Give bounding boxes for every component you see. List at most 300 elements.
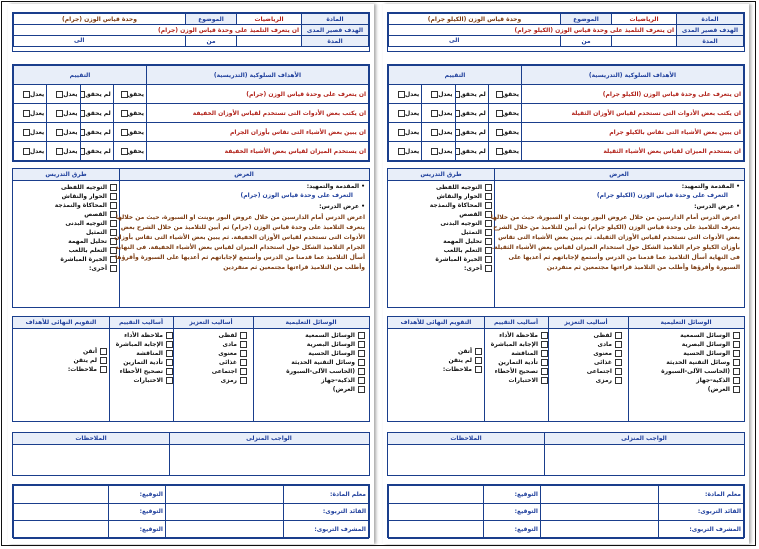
objective-text: ان يستخدم الميزان لقياس بعض الأشياء الخفيفة xyxy=(147,142,369,161)
evaluation-item-label: الإجابة المباشرة xyxy=(115,341,163,348)
final-item[interactable] xyxy=(19,365,107,374)
topic-label: الموضوع xyxy=(186,14,237,25)
method-item[interactable] xyxy=(17,192,117,201)
checkbox[interactable] xyxy=(733,386,740,393)
assessment-option[interactable] xyxy=(14,104,47,123)
checkbox[interactable] xyxy=(240,377,247,384)
method-item-label: الحوار والنقاش xyxy=(61,193,107,200)
signature-name-field[interactable] xyxy=(166,521,284,539)
subject-value: الرياضيات xyxy=(237,14,302,25)
presentation-title: العرض xyxy=(609,171,629,178)
lesson-body-line: السبورة وأقرؤها وأطلب من التلاميذ قراءتها مجتمعين ثم منفردين xyxy=(546,264,740,271)
checkbox[interactable] xyxy=(541,377,548,384)
assessment-option-label: يعدل xyxy=(404,147,420,155)
checkbox[interactable] xyxy=(398,129,405,136)
assessment-option[interactable] xyxy=(455,142,488,161)
lesson-body-line: الجرام التلاميذ الشكل حول استخدام الميزان لقياس بعض الأشياء الخفيفة. فى النهاية xyxy=(115,244,365,251)
checkbox[interactable] xyxy=(166,368,173,375)
checkbox[interactable] xyxy=(398,91,405,98)
assessment-option[interactable] xyxy=(47,123,80,142)
checkbox[interactable] xyxy=(485,247,492,254)
lesson-body-lines xyxy=(490,213,740,273)
subject-value: الرياضيات xyxy=(612,14,677,25)
checkbox[interactable] xyxy=(541,332,548,339)
signature-role: المشرف التربوى: xyxy=(659,521,744,539)
method-item[interactable] xyxy=(392,228,492,237)
assessment-option-label: لم يحقق xyxy=(460,128,486,136)
aid-item-label: الوسائل الحسية xyxy=(683,350,730,357)
signature-sign-field[interactable] xyxy=(389,486,484,504)
assessment-option[interactable] xyxy=(14,142,47,161)
method-item[interactable] xyxy=(392,264,492,273)
final-item-label: ملاحظات: xyxy=(442,366,472,373)
aid-item[interactable] xyxy=(253,358,365,367)
reinforcement-item[interactable] xyxy=(171,367,247,376)
assessment-option[interactable] xyxy=(488,142,521,161)
checkbox[interactable] xyxy=(733,332,740,339)
methods-list xyxy=(390,183,494,273)
checkbox[interactable] xyxy=(358,386,365,393)
checkbox[interactable] xyxy=(615,350,622,357)
checkbox[interactable] xyxy=(358,350,365,357)
assessment-option-label: لم يحقق xyxy=(85,147,111,155)
signature-sign-label: التوقيع: xyxy=(484,486,541,504)
methods-presentation-section xyxy=(12,168,370,308)
assessment-option[interactable] xyxy=(389,85,422,104)
goal-value: ان يتعرف التلميذ على وحدة قياس الوزن (جرام) xyxy=(14,25,302,36)
checkbox[interactable] xyxy=(23,129,30,136)
evaluation-list xyxy=(488,331,550,385)
evaluation-item-label: الاختبارات xyxy=(133,377,163,384)
notes-title: الملاحظات xyxy=(450,435,482,442)
reinforcement-list xyxy=(169,331,249,385)
objective-text: ان يكتب بعض الأدوات التى تستخدم لقياس الأوزان الثقيلة xyxy=(522,104,744,123)
final-item[interactable] xyxy=(394,365,482,374)
method-item-label: التمثيل xyxy=(460,229,482,236)
method-item[interactable] xyxy=(392,201,492,210)
checkbox[interactable] xyxy=(110,202,117,209)
method-item[interactable] xyxy=(392,237,492,246)
assessment-option[interactable] xyxy=(488,104,521,123)
checkbox[interactable] xyxy=(240,332,247,339)
assessment-option-label: لم يحقق xyxy=(85,128,111,136)
checkbox[interactable] xyxy=(121,129,128,136)
method-item[interactable] xyxy=(392,183,492,192)
assessment-option[interactable] xyxy=(14,123,47,142)
checkbox[interactable] xyxy=(615,341,622,348)
method-item[interactable] xyxy=(392,210,492,219)
goal-label: الهدف قصير المدى xyxy=(302,25,369,36)
duration-label: المدة xyxy=(302,36,369,47)
method-item[interactable] xyxy=(392,246,492,255)
signature-name-field[interactable] xyxy=(166,503,284,521)
aid-item[interactable] xyxy=(253,349,365,358)
checkbox[interactable] xyxy=(485,193,492,200)
aid-item[interactable] xyxy=(628,385,740,394)
assessment-option[interactable] xyxy=(455,123,488,142)
checkbox[interactable] xyxy=(166,350,173,357)
checkbox[interactable] xyxy=(475,357,482,364)
methods-presentation-section xyxy=(387,168,745,308)
assessment-option-label: يعدل xyxy=(29,109,45,117)
lesson-body-line: وأطلب من التلاميذ قراءتها مجتمعين ثم منفردين xyxy=(223,264,365,271)
signature-row xyxy=(389,521,744,539)
signature-sign-field[interactable] xyxy=(389,503,484,521)
methods-title: طرق التدريس xyxy=(420,171,462,178)
checkbox[interactable] xyxy=(358,377,365,384)
checkbox[interactable] xyxy=(240,359,247,366)
lesson-body-line: الأدوات التى تستخدم لقياس الأوزان الخفيفة. ثم يبين بعض الأشياء التى تقاس بأوزان xyxy=(114,234,365,241)
intro-text: التعرف على وحدة قياس الوزن (جرام) xyxy=(240,192,353,199)
reinforcement-list xyxy=(544,331,624,385)
duration-label: المدة xyxy=(677,36,744,47)
aids-title: الوسائل التعليمية xyxy=(285,319,337,326)
checkbox[interactable] xyxy=(398,110,405,117)
method-item[interactable] xyxy=(17,255,117,264)
aid-item[interactable] xyxy=(253,340,365,349)
lesson-body-line: اعرض الدرس أمام الدارسين من خلال عروض البور بوينت او السبورة، حيث من خلالها xyxy=(490,214,740,221)
checkbox[interactable] xyxy=(615,359,622,366)
final-item-label: أتقن xyxy=(457,348,472,355)
assessment-option[interactable] xyxy=(422,85,455,104)
topic-value: وحدة قياس الوزن (الكيلو جرام) xyxy=(389,14,561,25)
final-item[interactable] xyxy=(19,356,107,365)
intro-label-text: المقدمة والتمهيد: xyxy=(681,183,735,190)
assessment-option[interactable] xyxy=(113,104,146,123)
signature-name-field[interactable] xyxy=(541,503,659,521)
checkbox[interactable] xyxy=(475,366,482,373)
signature-sign-field[interactable] xyxy=(14,521,109,539)
checkbox[interactable] xyxy=(121,91,128,98)
method-item[interactable] xyxy=(392,219,492,228)
aid-item-label: وسائل التقنية الحديثة xyxy=(291,359,355,366)
header-section xyxy=(12,12,370,52)
checkbox[interactable] xyxy=(358,359,365,366)
checkbox[interactable] xyxy=(496,148,503,155)
assessment-option[interactable] xyxy=(80,104,113,123)
aid-item[interactable] xyxy=(253,367,365,376)
final-title: التقويم النهائى للأهداف xyxy=(25,319,97,326)
evaluation-item[interactable] xyxy=(115,376,173,385)
reinforcement-item[interactable] xyxy=(171,331,247,340)
body-label-text: عرض الدرس: xyxy=(319,203,360,210)
reinforcement-item[interactable] xyxy=(546,376,622,385)
method-item-label: القصص xyxy=(459,211,482,218)
from-label: من xyxy=(561,36,612,47)
topic-value: وحدة قياس الوزن (جرام) xyxy=(14,14,186,25)
final-item-label: لم يتقن xyxy=(73,357,97,364)
aid-item[interactable] xyxy=(628,376,740,385)
checkbox[interactable] xyxy=(358,332,365,339)
evaluation-item[interactable] xyxy=(490,331,548,340)
homework-section xyxy=(12,432,370,476)
checkbox[interactable] xyxy=(358,368,365,375)
aid-item-label: وسائل التقنية الحديثة xyxy=(666,359,730,366)
assessment-option-label: يعدل xyxy=(404,109,420,117)
checkbox[interactable] xyxy=(485,184,492,191)
objectives-section xyxy=(12,64,370,162)
objective-row xyxy=(14,123,369,142)
aid-item-label: الوسائل البصرية xyxy=(681,341,730,348)
checkbox[interactable] xyxy=(733,350,740,357)
checkbox[interactable] xyxy=(110,184,117,191)
checkbox[interactable] xyxy=(166,341,173,348)
checkbox[interactable] xyxy=(733,368,740,375)
method-item[interactable] xyxy=(17,264,117,273)
method-item[interactable] xyxy=(392,255,492,264)
aid-item[interactable] xyxy=(253,385,365,394)
checkbox[interactable] xyxy=(733,341,740,348)
assessment-option[interactable] xyxy=(47,85,80,104)
method-item[interactable] xyxy=(17,237,117,246)
reinforcement-item[interactable] xyxy=(546,349,622,358)
assessment-option-label: يحقق xyxy=(502,128,519,136)
evaluation-item[interactable] xyxy=(115,358,173,367)
signature-sign-label: التوقيع: xyxy=(109,503,166,521)
evaluation-item[interactable] xyxy=(490,349,548,358)
checkbox[interactable] xyxy=(541,341,548,348)
assessment-option[interactable] xyxy=(389,142,422,161)
checkbox[interactable] xyxy=(485,238,492,245)
resources-section xyxy=(12,316,370,422)
assessment-option[interactable] xyxy=(422,104,455,123)
evaluation-item[interactable] xyxy=(115,349,173,358)
intro-label: • المقدمة والتمهيد: xyxy=(306,183,365,190)
checkbox[interactable] xyxy=(485,202,492,209)
assessment-option[interactable] xyxy=(422,123,455,142)
reinforcement-item[interactable] xyxy=(171,349,247,358)
method-item-label: المحاكاة والنمذجة xyxy=(429,202,482,209)
checkbox[interactable] xyxy=(100,366,107,373)
evaluation-item-label: المناقشة xyxy=(136,350,163,357)
signature-role: معلم المادة: xyxy=(659,486,744,504)
assessment-option[interactable] xyxy=(80,142,113,161)
final-item[interactable] xyxy=(19,347,107,356)
signature-sign-field[interactable] xyxy=(14,503,109,521)
assessment-option-label: يحقق xyxy=(502,109,519,117)
checkbox[interactable] xyxy=(485,265,492,272)
aid-item-label: الذكية-جهاز xyxy=(696,377,730,384)
method-item[interactable] xyxy=(17,246,117,255)
method-item[interactable] xyxy=(17,210,117,219)
checkbox[interactable] xyxy=(23,110,30,117)
objective-row xyxy=(389,104,744,123)
evaluation-list xyxy=(113,331,175,385)
aid-item-label: الوسائل الحسية xyxy=(308,350,355,357)
method-item[interactable] xyxy=(392,192,492,201)
presentation-body xyxy=(490,183,740,273)
checkbox[interactable] xyxy=(100,348,107,355)
method-item[interactable] xyxy=(17,228,117,237)
checkbox[interactable] xyxy=(398,148,405,155)
aid-item-label: (الحاسب الآلى-السبورة xyxy=(661,368,730,375)
checkbox[interactable] xyxy=(121,148,128,155)
aid-item[interactable] xyxy=(628,367,740,376)
signature-name-field[interactable] xyxy=(541,486,659,504)
assessment-option[interactable] xyxy=(389,123,422,142)
assessment-option-label: لم يحقق xyxy=(460,147,486,155)
assessment-option-label: يحقق xyxy=(127,90,144,98)
intro-label-text: المقدمة والتمهيد: xyxy=(306,183,360,190)
signature-name-field[interactable] xyxy=(541,521,659,539)
signature-name-field[interactable] xyxy=(166,486,284,504)
objectives-title: الأهداف السلوكية (التدريسية) xyxy=(522,66,744,85)
assessment-option[interactable] xyxy=(14,85,47,104)
reinforcement-item[interactable] xyxy=(546,367,622,376)
signatures-section xyxy=(12,484,370,538)
objective-text: ان يتعرف على وحدة قياس الوزن (جرام) xyxy=(147,85,369,104)
reinforcement-item-label: معنوى xyxy=(593,350,612,357)
evaluation-item[interactable] xyxy=(115,340,173,349)
checkbox[interactable] xyxy=(496,129,503,136)
aid-item-label: العرض) xyxy=(707,386,730,393)
assessment-option[interactable] xyxy=(47,142,80,161)
method-item[interactable] xyxy=(17,201,117,210)
checkbox[interactable] xyxy=(733,359,740,366)
checkbox[interactable] xyxy=(110,193,117,200)
checkbox[interactable] xyxy=(496,110,503,117)
assessment-option[interactable] xyxy=(488,85,521,104)
to-label: الى xyxy=(449,37,460,44)
checkbox[interactable] xyxy=(615,377,622,384)
final-item[interactable] xyxy=(394,356,482,365)
checkbox[interactable] xyxy=(240,341,247,348)
aid-item[interactable] xyxy=(253,331,365,340)
evaluation-item[interactable] xyxy=(115,331,173,340)
checkbox[interactable] xyxy=(541,350,548,357)
checkbox[interactable] xyxy=(121,110,128,117)
signature-role: القائد التربوى: xyxy=(284,503,369,521)
assessment-option-label: يعدل xyxy=(63,109,78,117)
reinforcement-item-label: اجتماعى xyxy=(586,368,612,375)
evaluation-item[interactable] xyxy=(490,376,548,385)
aid-item[interactable] xyxy=(253,376,365,385)
reinforcement-item[interactable] xyxy=(171,376,247,385)
objective-text: ان يتعرف على وحدة قياس الوزن (الكيلو جرام) xyxy=(522,85,744,104)
evaluation-item[interactable] xyxy=(490,367,548,376)
checkbox[interactable] xyxy=(166,377,173,384)
evaluation-title: أساليب التقييم xyxy=(118,319,164,326)
method-item-label: الحوار والنقاش xyxy=(436,193,482,200)
reinforcement-item[interactable] xyxy=(546,340,622,349)
final-list xyxy=(17,347,109,374)
checkbox[interactable] xyxy=(485,229,492,236)
assessment-option[interactable] xyxy=(47,104,80,123)
assessment-option-label: يعدل xyxy=(438,90,453,98)
column-divider xyxy=(494,169,495,307)
aid-item[interactable] xyxy=(628,331,740,340)
assessment-option[interactable] xyxy=(389,104,422,123)
assessment-option[interactable] xyxy=(113,142,146,161)
checkbox[interactable] xyxy=(475,348,482,355)
method-item-label: أخرى: xyxy=(88,265,107,272)
reinforcement-item[interactable] xyxy=(171,340,247,349)
checkbox[interactable] xyxy=(615,332,622,339)
checkbox[interactable] xyxy=(23,91,30,98)
assessment-option[interactable] xyxy=(80,123,113,142)
assessment-option[interactable] xyxy=(113,123,146,142)
final-item-label: ملاحظات: xyxy=(67,366,97,373)
assessment-option-label: يعدل xyxy=(438,109,453,117)
reinforcement-item-label: اجتماعى xyxy=(211,368,237,375)
reinforcement-item[interactable] xyxy=(171,358,247,367)
reinforcement-item-label: لفظى xyxy=(218,332,237,339)
checkbox[interactable] xyxy=(733,377,740,384)
assessment-option-label: يعدل xyxy=(404,90,420,98)
evaluation-item[interactable] xyxy=(490,358,548,367)
checkbox[interactable] xyxy=(110,265,117,272)
signature-sign-label: التوقيع: xyxy=(484,521,541,539)
evaluation-item[interactable] xyxy=(115,367,173,376)
checkbox[interactable] xyxy=(358,341,365,348)
checkbox[interactable] xyxy=(240,350,247,357)
reinforcement-item[interactable] xyxy=(546,358,622,367)
method-item-label: التوجيه البدنى xyxy=(65,220,107,227)
objectives-section xyxy=(387,64,745,162)
assessment-option-label: يعدل xyxy=(63,147,78,155)
from-label: من xyxy=(186,36,237,47)
final-title: التقويم النهائى للأهداف xyxy=(400,319,472,326)
checkbox[interactable] xyxy=(485,256,492,263)
checkbox[interactable] xyxy=(496,91,503,98)
checkbox[interactable] xyxy=(166,359,173,366)
signature-sign-field[interactable] xyxy=(14,486,109,504)
signature-row xyxy=(14,503,369,521)
methods-list xyxy=(15,183,119,273)
objective-row xyxy=(14,142,369,161)
assessment-option[interactable] xyxy=(488,123,521,142)
checkbox[interactable] xyxy=(100,357,107,364)
checkbox[interactable] xyxy=(541,368,548,375)
body-label-text: عرض الدرس: xyxy=(694,203,735,210)
lesson-body-line: أسأل التلاميذ عما قدمنا من الدرس وأستمع لإجاباتهم ثم أعديها على السبورة وأقرؤها xyxy=(115,254,365,261)
assessment-option-label: لم يحقق xyxy=(460,90,486,98)
resources-divider-1 xyxy=(484,317,485,421)
to-cell xyxy=(389,36,561,47)
assessment-option[interactable] xyxy=(113,85,146,104)
final-item[interactable] xyxy=(394,347,482,356)
assessment-option-label: يعدل xyxy=(29,128,45,136)
checkbox[interactable] xyxy=(166,332,173,339)
assessment-option[interactable] xyxy=(455,85,488,104)
aid-item[interactable] xyxy=(628,358,740,367)
method-item[interactable] xyxy=(17,219,117,228)
assessment-title: التقييم xyxy=(14,66,147,85)
checkbox[interactable] xyxy=(23,148,30,155)
body-label: • عرض الدرس: xyxy=(694,203,740,210)
assessment-option[interactable] xyxy=(422,142,455,161)
assessment-option[interactable] xyxy=(80,85,113,104)
signature-sign-field[interactable] xyxy=(389,521,484,539)
evaluation-item-label: ملاحظة الأداء xyxy=(499,332,538,339)
method-item-label: التوجيه اللفظى xyxy=(60,184,107,191)
resources-section xyxy=(387,316,745,422)
checkbox[interactable] xyxy=(240,368,247,375)
final-item-label: أتقن xyxy=(82,348,97,355)
to-label: الى xyxy=(74,37,85,44)
aid-item[interactable] xyxy=(628,349,740,358)
aid-item[interactable] xyxy=(628,340,740,349)
evaluation-item[interactable] xyxy=(490,340,548,349)
checkbox[interactable] xyxy=(615,368,622,375)
method-item[interactable] xyxy=(17,183,117,192)
assessment-option-label: يحقق xyxy=(127,128,144,136)
checkbox[interactable] xyxy=(541,359,548,366)
reinforcement-item[interactable] xyxy=(546,331,622,340)
assessment-option[interactable] xyxy=(455,104,488,123)
presentation-body xyxy=(114,183,365,273)
signature-role: معلم المادة: xyxy=(284,486,369,504)
